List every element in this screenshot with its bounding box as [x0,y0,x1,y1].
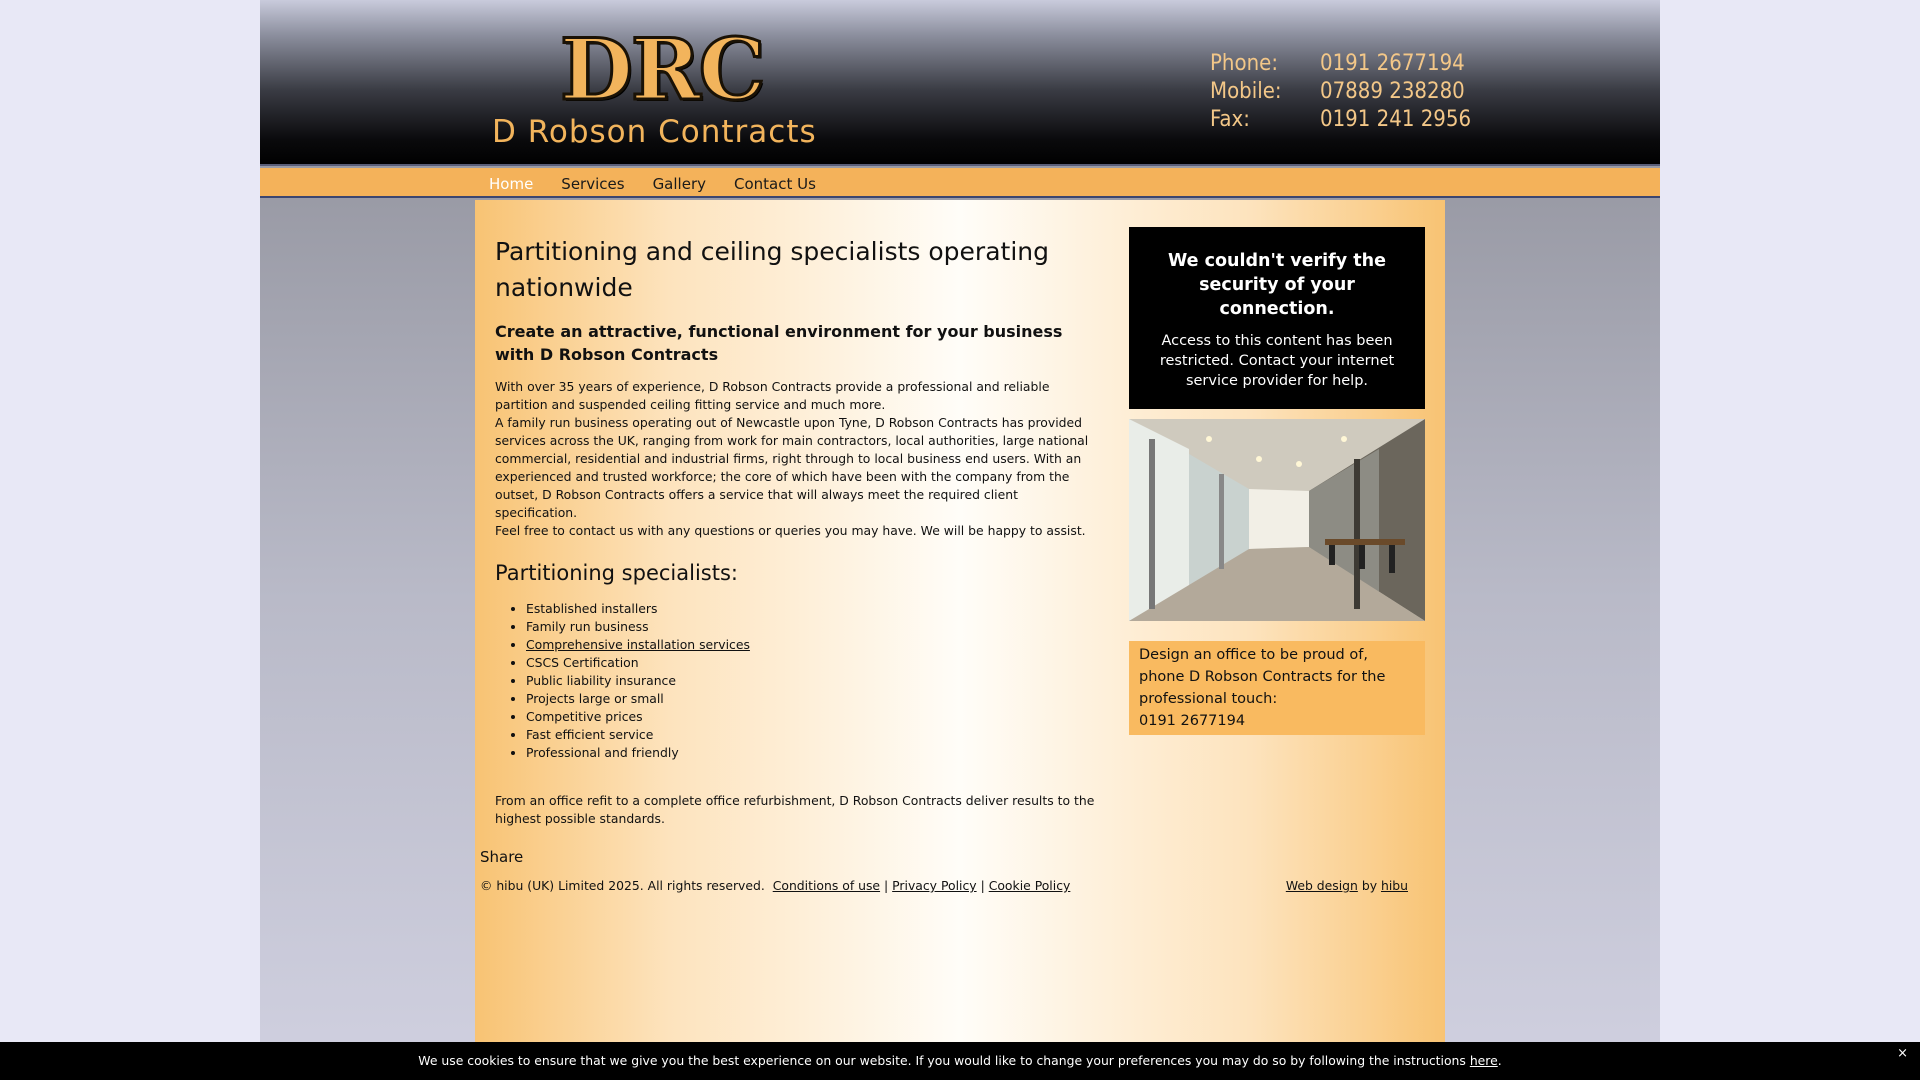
list-item: • Fast efficient service [526,726,1095,744]
page-background [260,0,1660,1080]
header-contact-details [1210,50,1472,134]
list-item: • Projects large or small [526,690,1095,708]
cookie-here-link[interactable]: here [1469,1053,1498,1068]
list-title: Partitioning specialists: [495,561,738,585]
copyright: © hibu (UK) Limited 2025. All rights reserved. [480,878,765,893]
security-notice-body: Access to this content has been restricted. Contact your internet service provider for help. [1159,333,1395,389]
contact-fax-label: Fax: [1210,107,1250,132]
logo[interactable] [490,20,817,150]
content-area [475,200,1445,1080]
cookie-bar [0,1042,1920,1080]
office-corridor-photo [1129,419,1425,621]
list-item [526,636,1095,654]
web-design-link[interactable]: Web design [1285,878,1358,893]
cookie-policy-link[interactable]: Cookie Policy [988,878,1071,893]
list-item: • Competitive prices [526,708,1095,726]
list-item: • Established installers [526,600,1095,618]
contact-paragraph: Feel free to contact us with any questions or queries you may have. We will be happy to assist. [495,523,1086,538]
site-footer [480,878,1420,893]
security-notice-title: We couldn't verify the security of your connection. [1167,251,1386,319]
contact-phone-label: Phone: [1210,51,1278,76]
contact-mobile-label: Mobile: [1210,79,1282,104]
contact-phone [1210,50,1465,78]
share-label[interactable]: Share [480,848,524,866]
intro-paragraph: With over 35 years of experience, D Robson Contracts provide a professional and reliable partition and suspended ceiling fitting service and much more. [495,379,1050,412]
specialists-list [495,600,1095,762]
nav-contact-us[interactable]: Contact Us [734,175,816,193]
conditions-link[interactable]: Conditions of use [772,878,881,893]
list-item: • CSCS Certification [526,654,1095,672]
promo-phone: 0191 2677194 [1139,713,1246,729]
nav-services[interactable]: Services [561,175,625,193]
contact-fax [1210,106,1472,134]
contact-mobile-value: 07889 238280 [1320,79,1465,104]
closing-paragraph: From an office refit to a complete office refurbishment, D Robson Contracts deliver results to the highest possible standards. [495,793,1095,826]
nav-gallery[interactable]: Gallery [652,175,706,193]
cookie-period: . [1497,1053,1502,1068]
site-header [260,0,1660,166]
page-subtitle: Create an attractive, functional environment for your business with D Robson Contracts [495,322,1063,364]
list-item: • Professional and friendly [526,744,1095,762]
footer-separator: | [980,878,985,893]
main-nav [260,168,1660,198]
by-text: by [1361,878,1378,893]
promo-box [1129,641,1425,735]
sidebar [1129,227,1425,735]
promo-text: Design an office to be proud of, phone D Robson Contracts for the professional touch: [1139,647,1386,707]
list-item: • Family run business [526,618,1095,636]
page-title: Partitioning and ceiling specialists operating nationwide [495,237,1049,302]
contact-phone-value: 0191 2677194 [1320,51,1465,76]
cookie-text: We use cookies to ensure that we give you the best experience on our website. If you would like to change your preferences you may do so by following the instructions [418,1053,1466,1068]
list-item: • Public liability insurance [526,672,1095,690]
contact-mobile [1210,78,1465,106]
contact-fax-value: 0191 241 2956 [1320,107,1472,132]
main-column [495,234,1095,828]
footer-separator: | [884,878,889,893]
security-notice [1129,227,1425,409]
about-paragraph: A family run business operating out of Newcastle upon Tyne, D Robson Contracts has provided services across the UK, ranging from work for main contractors, local authorities, large national commercial, residential and industrial firms, right through to local business end users. With an experienced and trusted workforce; the core of which have been with the company from the outset, D Robson Contracts offers a service that will always meet the required client specification. [495,415,1089,520]
close-icon[interactable]: × [1897,1046,1908,1061]
office-corridor-illustration [1129,419,1425,621]
logo-company-name: D Robson Contracts [492,114,817,150]
logo-mark: DRC [560,20,764,119]
hibu-link[interactable]: hibu [1380,878,1408,893]
nav-home[interactable]: Home [489,175,534,193]
web-design-credit [1286,878,1408,893]
privacy-link[interactable]: Privacy Policy [892,878,977,893]
installation-services-link[interactable]: Comprehensive installation services [526,637,750,652]
